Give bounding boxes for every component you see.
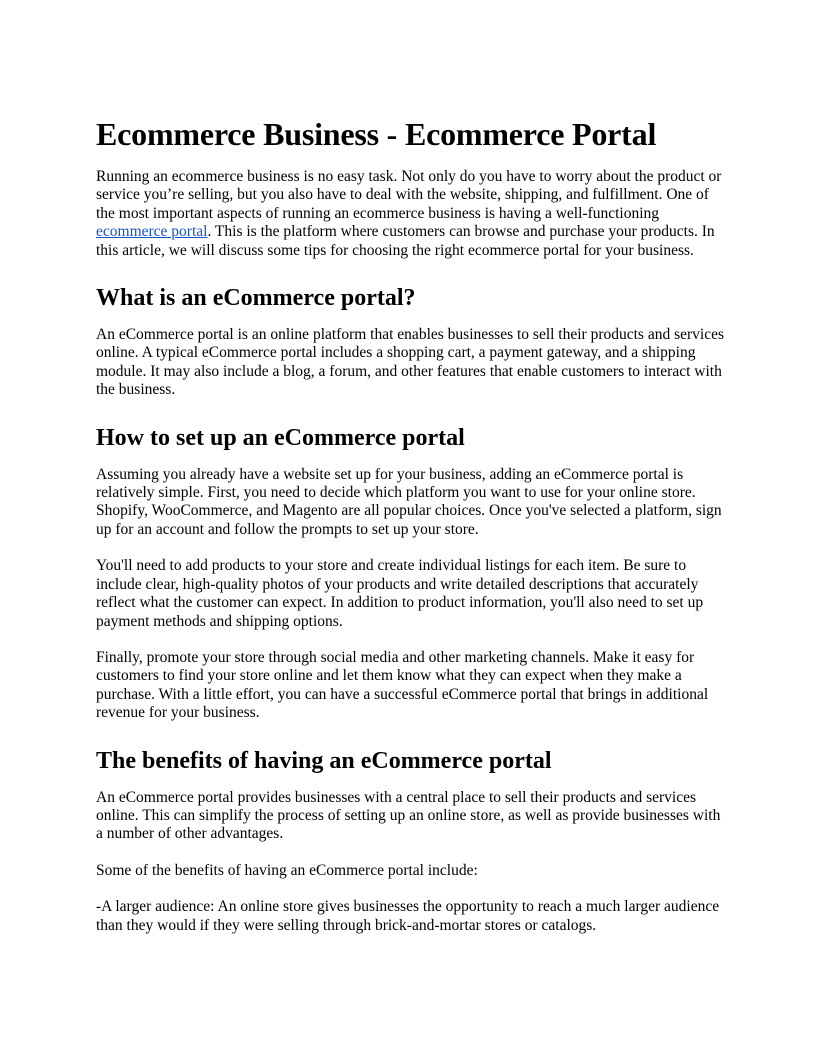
ecommerce-portal-link[interactable]: ecommerce portal <box>96 223 208 241</box>
section-paragraph: Assuming you already have a website set up for your business, adding an eCommerce portal is relatively simple. First, you need to decide which platform you want to use for your online store. Shopify, WooCommerce, and Magento are all popular choices. Once you've selected a platform, sign up for an account and follow the prompts to set up your store. <box>96 465 722 538</box>
section-paragraph: An eCommerce portal is an online platform that enables businesses to sell their products and services online. A typical eCommerce portal includes a shopping cart, a payment gateway, and a shipping module. It may also include a blog, a forum, and other features that enable customers to interact with the business. <box>96 326 725 399</box>
intro-paragraph <box>96 168 724 260</box>
section-paragraph: An eCommerce portal provides businesses with a central place to sell their products and services online. This can simplify the process of setting up an online store, as well as provide businesses with a number of other advantages. <box>96 788 721 843</box>
section-heading: How to set up an eCommerce portal <box>96 424 465 451</box>
section-paragraph: Finally, promote your store through social media and other marketing channels. Make it easy for customers to find your store online and let them know what they can expect when they make a purchase. With a little effort, you can have a successful eCommerce portal that brings in additional revenue for your business. <box>96 648 709 722</box>
section-paragraph: -A larger audience: An online store gives businesses the opportunity to reach a much larger audience than they would if they were selling through brick-and-mortar stores or catalogs. <box>96 898 720 934</box>
document-page <box>96 110 724 953</box>
section-heading: The benefits of having an eCommerce portal <box>96 747 552 774</box>
section-what-is-portal <box>96 280 724 400</box>
section-paragraph: You'll need to add products to your store and create individual listings for each item. Be sure to include clear, high-quality photos of your products and write detailed descriptions that accurately reflect what the customer can expect. In addition to product information, you'll also need to set up payment methods and shipping options. <box>96 557 704 630</box>
section-paragraph: Some of the benefits of having an eCommerce portal include: <box>96 861 478 879</box>
section-heading: What is an eCommerce portal? <box>96 285 416 312</box>
section-benefits <box>96 743 724 935</box>
intro-text-after-link: . This is the platform where customers can browse and purchase your products. In this article, we will discuss some tips for choosing the right ecommerce portal for your business. <box>96 223 715 259</box>
intro-text-before-link: Running an ecommerce business is no easy task. Not only do you have to worry about the product or service you’re selling, but you also have to deal with the website, shipping, and fulfillment. One of the most important aspects of running an ecommerce business is having a well-functioning <box>96 168 722 222</box>
document-title: Ecommerce Business - Ecommerce Portal <box>96 116 657 152</box>
section-how-to-set-up <box>96 420 724 723</box>
